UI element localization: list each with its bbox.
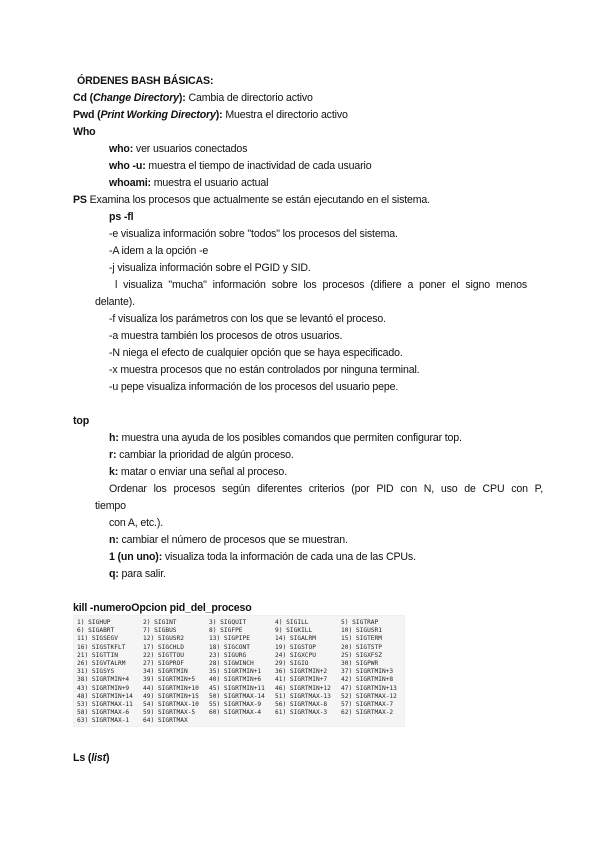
signal-entry: 57) SIGRTMAX-7 xyxy=(341,701,394,708)
signal-entry: 63) SIGRTMAX-1 xyxy=(77,717,130,725)
signal-entry: 47) SIGRTMIN+13 xyxy=(341,684,397,692)
who-heading: Who xyxy=(73,126,96,138)
signal-entry: 1) SIGHUP xyxy=(77,619,111,626)
signal-entry: 6) SIGABRT xyxy=(77,627,115,635)
signal-entry: 20) SIGTSTP xyxy=(341,643,382,651)
pwd-line: Pwd (Print Working Directory): Muestra el directorio activo xyxy=(73,109,348,121)
ps-command: PS xyxy=(73,194,87,206)
signal-entry: 37) SIGRTMIN+3 xyxy=(341,668,394,676)
ls-command: Ls xyxy=(73,752,86,764)
ps-line xyxy=(73,193,430,207)
signal-entry: 58) SIGRTMAX-6 xyxy=(77,709,130,717)
signal-entry: 26) SIGVTALRM xyxy=(77,660,126,667)
signal-entry: 24) SIGXCPU xyxy=(275,651,316,659)
who-item: who: ver usuarios conectados xyxy=(109,143,248,155)
signal-entry: 46) SIGRTMIN+12 xyxy=(275,684,331,692)
who-item: whoami: muestra el usuario actual xyxy=(109,177,269,189)
top-item: n: cambiar el número de procesos que se muestran. xyxy=(109,534,348,546)
signal-entry: 42) SIGRTMIN+8 xyxy=(341,676,394,684)
signal-entry: 17) SIGCHLD xyxy=(143,643,184,651)
top-item: r: cambiar la prioridad de algún proceso. xyxy=(109,449,294,461)
signal-entry: 41) SIGRTMIN+7 xyxy=(275,676,328,684)
signal-entry: 64) SIGRTMAX xyxy=(143,717,188,725)
signal-entry: 56) SIGRTMAX-8 xyxy=(275,701,328,708)
ps-option: -N niega el efecto de cualquier opción que se haya especificado. xyxy=(109,347,403,359)
ps-option-continued: delante). xyxy=(95,296,135,308)
top-item: q: para salir. xyxy=(109,568,166,580)
signal-entry: 2) SIGINT xyxy=(143,619,177,626)
signal-entry: 39) SIGRTMIN+5 xyxy=(143,676,196,684)
pwd-command: Pwd xyxy=(73,109,95,121)
signal-entry: 53) SIGRTMAX-11 xyxy=(77,701,133,708)
ps-option: -j visualiza información sobre el PGID y SID. xyxy=(109,262,311,274)
signal-entry: 36) SIGRTMIN+2 xyxy=(275,668,328,676)
ps-option: -x muestra procesos que no están controlados por ninguna terminal. xyxy=(109,364,420,376)
signal-entry: 61) SIGRTMAX-3 xyxy=(275,709,328,717)
ps-option: l visualiza "mucha" información sobre los procesos (difiere a poner el signo menos xyxy=(115,279,527,291)
signal-entry: 54) SIGRTMAX-10 xyxy=(143,701,199,708)
cd-name: Change Directory xyxy=(93,92,179,104)
cd-line: Cd (Change Directory): Cambia de directorio activo xyxy=(73,92,313,104)
signal-entry: 13) SIGPIPE xyxy=(209,635,250,643)
ls-name: list xyxy=(91,752,106,764)
signal-entry: 45) SIGRTMIN+11 xyxy=(209,684,265,692)
signal-entry: 50) SIGRTMAX-14 xyxy=(209,692,265,700)
signal-entry: 12) SIGUSR2 xyxy=(143,635,184,643)
ls-line: Ls (list) xyxy=(73,752,110,764)
ps-option: -a muestra también los procesos de otros usuarios. xyxy=(109,330,343,342)
ps-description: Examina los procesos que actualmente se están ejecutando en el sistema. xyxy=(86,194,430,206)
signal-entry: 59) SIGRTMAX-5 xyxy=(143,709,196,717)
top-heading: top xyxy=(73,415,90,427)
signal-entry: 48) SIGRTMIN+14 xyxy=(77,692,133,700)
signal-entry: 3) SIGQUIT xyxy=(209,619,247,626)
signal-entry: 51) SIGRTMAX-13 xyxy=(275,692,331,700)
signal-entry: 15) SIGTERM xyxy=(341,635,382,643)
ps-option: -u pepe visualiza información de los procesos del usuario pepe. xyxy=(109,381,399,393)
pwd-name: Print Working Directory xyxy=(100,109,216,121)
signal-entry: 4) SIGILL xyxy=(275,619,309,626)
signal-entry: 31) SIGSYS xyxy=(77,668,115,676)
top-order-line: tiempo xyxy=(95,500,126,512)
cd-command: Cd xyxy=(73,92,87,104)
signal-entry: 62) SIGRTMAX-2 xyxy=(341,709,394,717)
who-item: who -u: muestra el tiempo de inactividad de cada usuario xyxy=(109,160,372,172)
signal-entry: 11) SIGSEGV xyxy=(77,635,118,643)
signal-entry: 19) SIGSTOP xyxy=(275,643,316,651)
signal-entry: 21) SIGTTIN xyxy=(77,651,118,659)
signal-entry: 29) SIGIO xyxy=(275,660,309,667)
signal-entry: 22) SIGTTOU xyxy=(143,651,184,659)
signal-entry: 18) SIGCONT xyxy=(209,643,250,651)
top-order-line: con A, etc.). xyxy=(109,517,163,529)
signal-entry: 10) SIGUSR1 xyxy=(341,627,382,635)
signal-entry: 52) SIGRTMAX-12 xyxy=(341,692,397,700)
top-item: h: muestra una ayuda de los posibles comandos que permiten configurar top. xyxy=(109,432,462,444)
signal-entry: 8) SIGFPE xyxy=(209,627,243,635)
top-item: k: matar o enviar una señal al proceso. xyxy=(109,466,287,478)
signal-entry: 23) SIGURG xyxy=(209,651,247,659)
signal-entry: 44) SIGRTMIN+10 xyxy=(143,684,199,692)
page-title: ÓRDENES BASH BÁSICAS: xyxy=(77,75,214,87)
signal-entry: 40) SIGRTMIN+6 xyxy=(209,676,262,684)
signal-entry: 60) SIGRTMAX-4 xyxy=(209,709,262,717)
signal-entry: 14) SIGALRM xyxy=(275,635,316,643)
signal-entry: 30) SIGPWR xyxy=(341,660,379,667)
signal-entry: 55) SIGRTMAX-9 xyxy=(209,701,262,708)
ps-option: -A idem a la opción -e xyxy=(109,245,209,257)
signal-entry: 27) SIGPROF xyxy=(143,660,184,667)
signal-entry: 9) SIGKILL xyxy=(275,627,313,635)
signal-list xyxy=(73,615,405,727)
signal-entry: 5) SIGTRAP xyxy=(341,619,379,626)
signal-entry: 38) SIGRTMIN+4 xyxy=(77,676,130,684)
ps-option: -e visualiza información sobre "todos" los procesos del sistema. xyxy=(109,228,398,240)
signal-entry: 35) SIGRTMIN+1 xyxy=(209,668,262,676)
signal-entry: 28) SIGWINCH xyxy=(209,660,254,667)
signal-entry: 49) SIGRTMIN+15 xyxy=(143,692,199,700)
cd-description: Cambia de directorio activo xyxy=(185,92,313,104)
ps-option: -f visualiza los parámetros con los que se levantó el proceso. xyxy=(109,313,386,325)
signal-entry: 34) SIGRTMIN xyxy=(143,668,188,676)
top-item: 1 (un uno): visualiza toda la información de cada una de las CPUs. xyxy=(109,551,416,563)
signal-entry: 43) SIGRTMIN+9 xyxy=(77,684,130,692)
kill-heading: kill -numeroOpcion pid_del_proceso xyxy=(73,602,252,614)
signal-entry: 7) SIGBUS xyxy=(143,627,177,635)
signal-entry: 25) SIGXFSZ xyxy=(341,651,382,659)
top-order-line: Ordenar los procesos según diferentes criterios (por PID con N, uso de CPU con P, xyxy=(109,483,543,495)
ps-example: ps -fl xyxy=(109,211,134,223)
signal-entry: 16) SIGSTKFLT xyxy=(77,643,126,651)
pwd-description: Muestra el directorio activo xyxy=(222,109,348,121)
